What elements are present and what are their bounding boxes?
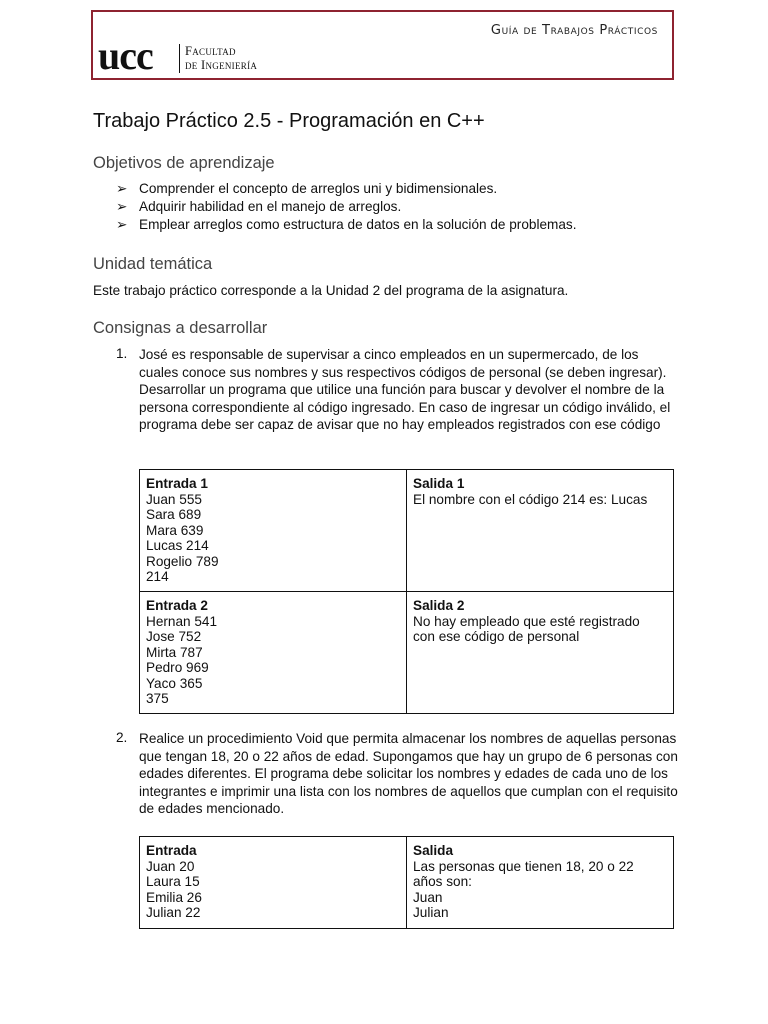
task-number: 2. bbox=[116, 730, 128, 745]
objectives-list bbox=[116, 180, 577, 234]
task-1-table bbox=[139, 469, 674, 714]
tasks-heading: Consignas a desarrollar bbox=[93, 319, 268, 337]
document-header bbox=[91, 10, 674, 80]
cell-line: Mirta 787 bbox=[146, 644, 203, 660]
cell-line: Lucas 214 bbox=[146, 538, 209, 553]
faculty-line-1: Facultad bbox=[185, 44, 236, 58]
objective-text: Emplear arreglos como estructura de datos en la solución de problemas. bbox=[139, 217, 577, 232]
task-2-table bbox=[139, 836, 674, 929]
cell-line: Emilia 26 bbox=[146, 889, 202, 905]
cell-line: Juan 555 bbox=[146, 491, 202, 507]
list-item bbox=[116, 198, 577, 216]
ucc-logo: ucc bbox=[98, 33, 153, 78]
faculty-line-2: de Ingeniería bbox=[185, 58, 258, 72]
objective-text: Comprender el concepto de arreglos uni y bidimensionales. bbox=[139, 181, 498, 196]
input-cell bbox=[140, 470, 407, 592]
cell-line: Las personas que tienen 18, 20 o 22 bbox=[413, 858, 634, 874]
output-cell bbox=[407, 592, 674, 714]
cell-label: Entrada bbox=[146, 843, 197, 858]
cell-line: No hay empleado que esté registrado bbox=[413, 613, 640, 629]
table-row bbox=[140, 837, 674, 929]
output-cell bbox=[407, 470, 674, 592]
task-1-text: José es responsable de supervisar a cinco empleados en un supermercado, de los cuales conoce sus nombres y sus respectivos códigos de personal (se deben ingresar). Desarrollar un programa que utilice una función para buscar y devolver el nombre de la persona correspondiente al código ingresado. En caso de ingresar un código inválido, el programa debe ser capaz de avisar que no hay empleados registrados con ese código bbox=[139, 347, 671, 432]
arrow-bullet-icon: ➢ bbox=[116, 217, 128, 232]
cell-line: Hernan 541 bbox=[146, 613, 218, 629]
logo-divider bbox=[179, 44, 180, 73]
cell-line: Laura 15 bbox=[146, 874, 200, 889]
guide-title: Guía de Trabajos Prácticos bbox=[490, 23, 658, 38]
input-cell bbox=[140, 837, 407, 929]
cell-line: años son: bbox=[413, 874, 472, 889]
output-cell bbox=[407, 837, 674, 929]
table-row bbox=[140, 470, 674, 592]
cell-line: Julian 22 bbox=[146, 905, 201, 920]
cell-label: Entrada 2 bbox=[146, 598, 208, 613]
table-row bbox=[140, 592, 674, 714]
task-2-text: Realice un procedimiento Void que permita almacenar los nombres de aquellas personas que tengan 18, 20 o 22 años de edad. Supongamos que hay un grupo de 6 personas con edades diferentes. El programa debe solicitar los nombres y edades de cada uno de los integrantes e imprimir una lista con los nombres de aquellos que cumplan con el requisito de edades mencionado. bbox=[139, 731, 678, 816]
task-number: 1. bbox=[116, 346, 128, 361]
cell-line: Juan bbox=[413, 889, 443, 905]
cell-label: Salida 1 bbox=[413, 476, 465, 491]
cell-line: Rogelio 789 bbox=[146, 553, 219, 569]
cell-line: 214 bbox=[146, 569, 169, 584]
cell-line: con ese código de personal bbox=[413, 629, 580, 644]
objective-text: Adquirir habilidad en el manejo de arreglos. bbox=[139, 199, 402, 214]
input-cell bbox=[140, 592, 407, 714]
cell-label: Salida 2 bbox=[413, 598, 465, 613]
cell-line: Julian bbox=[413, 905, 449, 920]
cell-label: Entrada 1 bbox=[146, 476, 208, 491]
cell-line: Juan 20 bbox=[146, 858, 195, 874]
arrow-bullet-icon: ➢ bbox=[116, 181, 128, 196]
list-item bbox=[116, 180, 577, 198]
objectives-heading: Objetivos de aprendizaje bbox=[93, 154, 275, 172]
arrow-bullet-icon: ➢ bbox=[116, 199, 128, 214]
cell-line: Yaco 365 bbox=[146, 675, 203, 691]
cell-line: Jose 752 bbox=[146, 629, 202, 644]
cell-line: Mara 639 bbox=[146, 522, 204, 538]
cell-label: Salida bbox=[413, 843, 454, 858]
list-item bbox=[116, 216, 577, 234]
cell-line: Pedro 969 bbox=[146, 660, 209, 675]
unit-heading: Unidad temática bbox=[93, 255, 213, 273]
cell-line: 375 bbox=[146, 691, 169, 706]
cell-line: El nombre con el código 214 es: Lucas bbox=[413, 491, 648, 507]
unit-text: Este trabajo práctico corresponde a la Unidad 2 del programa de la asignatura. bbox=[93, 283, 569, 298]
cell-line: Sara 689 bbox=[146, 507, 202, 522]
faculty-name bbox=[185, 44, 257, 72]
page-title: Trabajo Práctico 2.5 - Programación en C++ bbox=[93, 110, 485, 132]
